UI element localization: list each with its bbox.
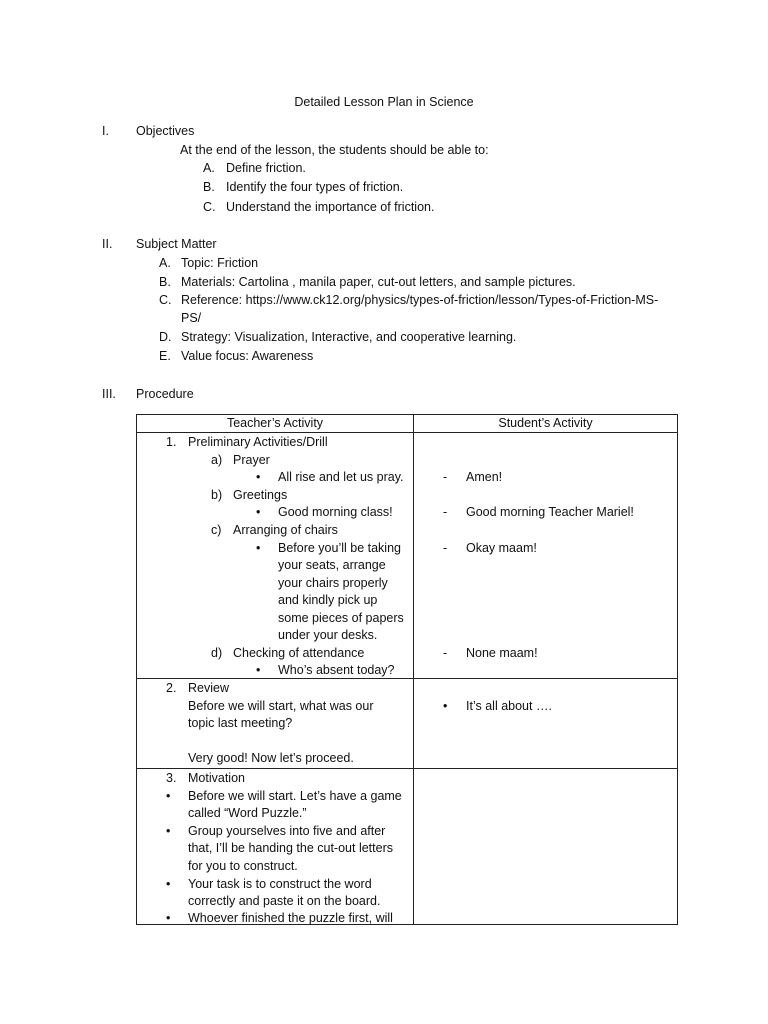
substep-title: Checking of attendance	[233, 646, 365, 660]
subject-letter: E.	[159, 349, 171, 363]
substep-letter: a)	[211, 453, 223, 467]
bullet-icon	[256, 661, 260, 679]
step-title: Review	[188, 681, 229, 695]
substep-letter: d)	[211, 646, 223, 660]
procedure-table	[136, 414, 678, 925]
objective-item: Identify the four types of friction.	[226, 180, 404, 194]
objective-letter: C.	[203, 200, 216, 214]
document-title: Detailed Lesson Plan in Science	[294, 95, 474, 109]
student-cell	[414, 433, 678, 679]
section-numeral-objectives: I.	[102, 124, 109, 138]
step-number: 2.	[166, 681, 177, 695]
table-row	[137, 769, 678, 925]
student-cell	[414, 679, 678, 769]
teacher-cell	[137, 433, 414, 679]
objective-item: Understand the importance of friction.	[226, 200, 435, 214]
substep-letter: c)	[211, 523, 222, 537]
subject-letter: C.	[159, 293, 172, 307]
teacher-line: Whoever finished the puzzle first, will	[188, 911, 393, 925]
section-numeral-subject-matter: II.	[102, 237, 113, 251]
substep-title: Prayer	[233, 453, 270, 467]
section-numeral-procedure: III.	[102, 387, 116, 401]
teacher-line: Good morning class!	[278, 505, 393, 519]
teacher-line: your seats, arrange	[278, 558, 386, 572]
teacher-line: Your task is to construct the word	[188, 877, 372, 891]
subject-letter: D.	[159, 330, 172, 344]
substep-letter: b)	[211, 488, 223, 502]
dash-marker: -	[443, 646, 448, 660]
teacher-line: Before we will start, what was our	[188, 699, 374, 713]
bullet-icon	[256, 503, 260, 521]
student-response: Good morning Teacher Mariel!	[466, 505, 634, 519]
teacher-line: some pieces of papers	[278, 611, 404, 625]
dash-marker: -	[443, 470, 448, 484]
objective-letter: B.	[203, 180, 215, 194]
student-response: Okay maam!	[466, 541, 537, 555]
subject-letter: B.	[159, 275, 171, 289]
substep-title: Arranging of chairs	[233, 523, 338, 537]
subject-item-reference: Reference: https://www.ck12.org/physics/types-of-friction/lesson/Types-of-Friction-MS-PS/	[181, 293, 659, 325]
teacher-line: under your desks.	[278, 628, 378, 642]
student-response: Amen!	[466, 470, 503, 484]
bullet-icon	[256, 468, 260, 486]
student-response: It’s all about ….	[466, 699, 552, 713]
subject-item: Topic: Friction	[181, 256, 259, 270]
objectives-intro: At the end of the lesson, the students should be able to:	[180, 143, 489, 157]
header-student-activity: Student’s Activity	[414, 415, 678, 433]
table-header-row	[137, 415, 678, 433]
objective-letter: A.	[203, 161, 215, 175]
teacher-cell	[137, 769, 414, 925]
bullet-icon	[166, 909, 170, 927]
bullet-icon	[166, 875, 170, 893]
teacher-line: that, I’ll be handing the cut-out letters	[188, 841, 393, 855]
step-number: 1.	[166, 435, 177, 449]
bullet-icon	[256, 539, 260, 557]
step-number: 3.	[166, 771, 177, 785]
teacher-line: Very good! Now let’s proceed.	[188, 751, 354, 765]
step-title: Preliminary Activities/Drill	[188, 435, 328, 449]
bullet-icon	[443, 697, 447, 715]
teacher-line: All rise and let us pray.	[278, 470, 404, 484]
teacher-line: called “Word Puzzle.”	[188, 806, 307, 820]
table-row	[137, 679, 678, 769]
bullet-icon	[166, 787, 170, 805]
section-heading-procedure: Procedure	[136, 387, 194, 401]
teacher-line: for you to construct.	[188, 859, 298, 873]
dash-marker: -	[443, 541, 448, 555]
teacher-line: and kindly pick up	[278, 593, 378, 607]
bullet-icon	[166, 822, 170, 840]
section-heading-objectives: Objectives	[136, 124, 195, 138]
teacher-cell	[137, 679, 414, 769]
step-title: Motivation	[188, 771, 245, 785]
subject-letter: A.	[159, 256, 171, 270]
table-row	[137, 433, 678, 679]
teacher-line: Group yourselves into five and after	[188, 824, 386, 838]
teacher-line: Before we will start. Let’s have a game	[188, 789, 402, 803]
teacher-line: correctly and paste it on the board.	[188, 894, 381, 908]
header-teacher-activity: Teacher’s Activity	[137, 415, 414, 433]
student-cell	[414, 769, 678, 925]
subject-item: Strategy: Visualization, Interactive, and cooperative learning.	[181, 330, 517, 344]
student-response: None maam!	[466, 646, 538, 660]
teacher-line: topic last meeting?	[188, 716, 293, 730]
teacher-line: your chairs properly	[278, 576, 388, 590]
subject-item: Materials: Cartolina , manila paper, cut-out letters, and sample pictures.	[181, 275, 576, 289]
teacher-line: Before you’ll be taking	[278, 541, 401, 555]
dash-marker: -	[443, 505, 448, 519]
subject-item: Value focus: Awareness	[181, 349, 314, 363]
section-heading-subject-matter: Subject Matter	[136, 237, 217, 251]
substep-title: Greetings	[233, 488, 288, 502]
objective-item: Define friction.	[226, 161, 306, 175]
teacher-line: Who’s absent today?	[278, 663, 395, 677]
